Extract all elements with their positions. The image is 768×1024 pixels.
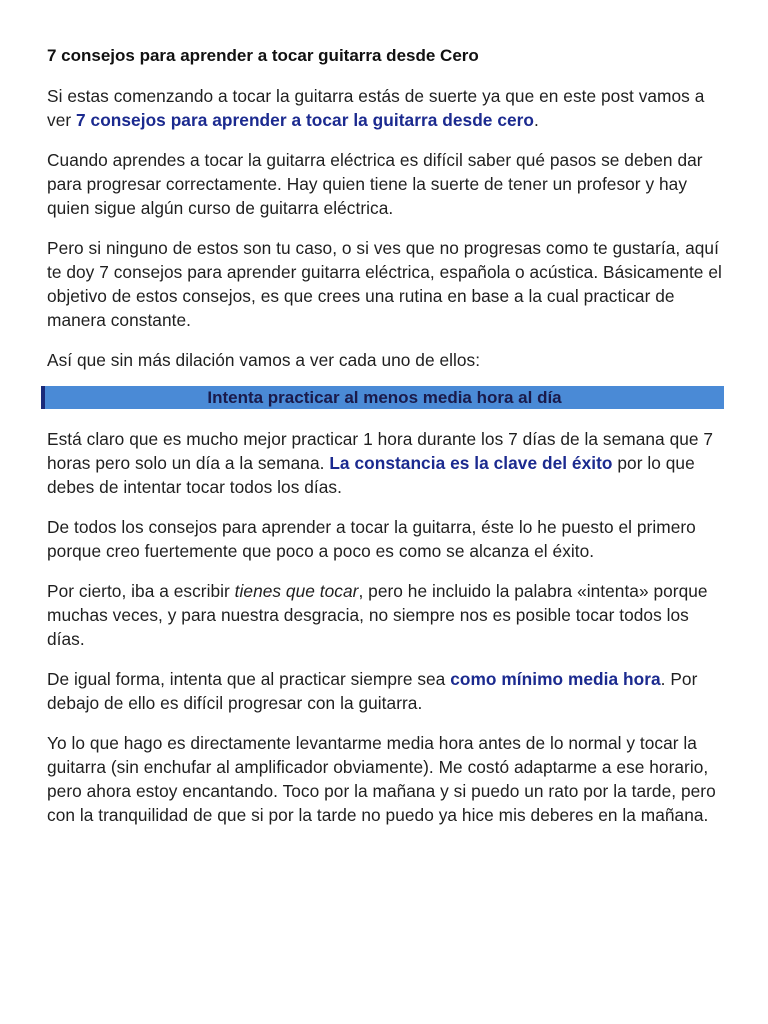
document-page bbox=[47, 44, 727, 843]
intro-highlight: 7 consejos para aprender a tocar la guitarra desde cero bbox=[76, 110, 535, 130]
p7-text-end: , pero he incluido la palabra «intenta» porque muchas veces, y para nuestra desgracia, no siempre nos es posible tocar todos los días. bbox=[47, 581, 708, 649]
intro-paragraph bbox=[47, 84, 727, 132]
paragraph-8 bbox=[47, 667, 727, 715]
paragraph-7 bbox=[47, 579, 727, 651]
paragraph-4: Así que sin más dilación vamos a ver cada uno de ellos: bbox=[47, 350, 481, 370]
document-title: 7 consejos para aprender a tocar guitarra desde Cero bbox=[47, 46, 479, 65]
paragraph-9: Yo lo que hago es directamente levantarme media hora antes de lo normal y tocar la guitarra (sin enchufar al amplificador obviamente). Me costó adaptarme a ese horario, pero ahora estoy encantando. Toco por la mañana y si puedo un rato por la tarde, pero con la tranquilidad de que si por la tarde no puedo ya hice mis deberes en la mañana. bbox=[47, 733, 716, 825]
p7-text: Por cierto, iba a escribir bbox=[47, 581, 235, 601]
paragraph-2: Cuando aprendes a tocar la guitarra eléctrica es difícil saber qué pasos se deben dar para progresar correctamente. Hay quien tiene la suerte de tener un profesor y hay quien sigue algún curso de guitarra eléctrica. bbox=[47, 150, 703, 218]
p7-italic: tienes que tocar bbox=[234, 581, 359, 601]
p5-text-end: por lo que debes de intentar tocar todos los días. bbox=[47, 453, 695, 497]
p5-highlight: La constancia es la clave del éxito bbox=[329, 453, 613, 473]
p8-text-end: . Por debajo de ello es difícil progresar con la guitarra. bbox=[47, 669, 698, 713]
paragraph-5 bbox=[47, 427, 727, 499]
section-heading: Intenta practicar al menos media hora al día bbox=[41, 386, 724, 409]
paragraph-6: De todos los consejos para aprender a tocar la guitarra, éste lo he puesto el primero porque creo fuertemente que poco a poco es como se alcanza el éxito. bbox=[47, 517, 696, 561]
intro-text: Si estas comenzando a tocar la guitarra estás de suerte ya que en este post vamos a ver bbox=[47, 86, 705, 130]
p8-highlight: como mínimo media hora bbox=[450, 669, 661, 689]
p8-text: De igual forma, intenta que al practicar siempre sea bbox=[47, 669, 451, 689]
intro-text-end: . bbox=[534, 110, 539, 130]
p5-text: Está claro que es mucho mejor practicar 1 hora durante los 7 días de la semana que 7 horas pero solo un día a la semana. bbox=[47, 429, 714, 473]
paragraph-3: Pero si ninguno de estos son tu caso, o si ves que no progresas como te gustaría, aquí te doy 7 consejos para aprender guitarra eléctrica, española o acústica. Básicamente el objetivo de estos consejos, es que crees una rutina en base a la cual practicar de manera constante. bbox=[47, 238, 722, 330]
